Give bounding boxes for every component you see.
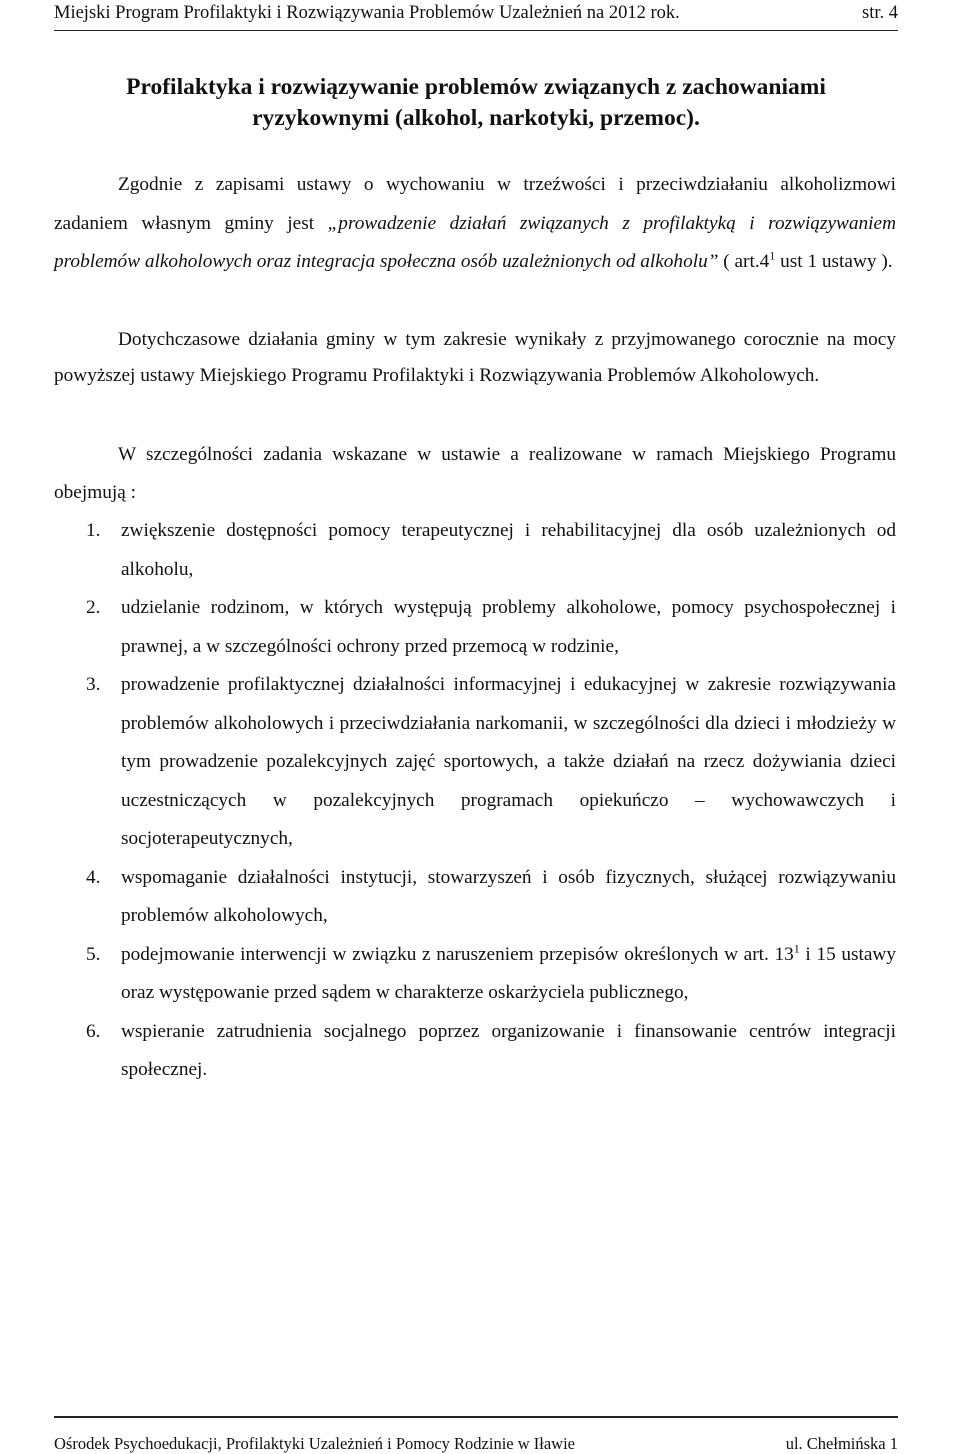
list-item: [54, 859, 896, 936]
list-item-number: 3.: [86, 674, 101, 695]
footer-address: ul. Chełmińska 1: [785, 1434, 898, 1453]
list-item-number: 4.: [86, 866, 101, 888]
footer-institution: Ośrodek Psychoedukacji, Profilaktyki Uzależnień i Pomocy Rodzinie w Iławie: [54, 1434, 575, 1453]
list-item-text: podejmowanie interwencji w związku z naruszeniem przepisów określonych w art. 13: [121, 943, 794, 965]
list-item: [54, 666, 896, 859]
paragraph-statute-lead: Zgodnie z zapisami ustawy o wychowaniu w trzeźwości i przeciwdziałaniu alkoholizmowi zadaniem własnym gminy jest: [54, 174, 896, 234]
list-item: [54, 589, 896, 666]
list-item-number: 6.: [86, 1020, 101, 1042]
list-item-text-continued: i 15 ustawy oraz występowanie przed sądem w charakterze oskarżyciela publicznego,: [121, 943, 896, 1003]
task-list: [54, 512, 896, 1090]
list-item-text: zwiększenie dostępności pomocy terapeutycznej i rehabilitacyjnej dla osób uzależnionych od alkoholu,: [121, 520, 896, 580]
statute-reference-superscript: 1: [769, 248, 776, 263]
list-item: [54, 936, 896, 1013]
list-item-number: 1.: [86, 520, 101, 541]
page-header: [54, 0, 898, 31]
list-item-text: prowadzenie profilaktycznej działalności informacyjnej i edukacyjnej w zakresie rozwiązywania problemów alkoholowych i przeciwdziałania narkomanii, w szczególności dla dzieci i młodzieży w tym prowadzenie pozalekcyjnych zajęć sportowych, a także działań na rzecz dożywiania dzieci uczestniczących w pozalekcyjnych programach opiekuńczo – wychowawczych i socjoterapeutycznych,: [121, 674, 896, 849]
list-item-number: 5.: [86, 943, 101, 965]
paragraph-statute: [54, 166, 896, 282]
list-item: [54, 1013, 896, 1090]
statute-reference-end: ust 1 ustawy ).: [775, 251, 893, 273]
paragraph-previous-actions: Dotychczasowe działania gminy w tym zakresie wynikały z przyjmowanego corocznie na mocy powyższej ustawy Miejskiego Programu Profilaktyki i Rozwiązywania Problemów Alkoholowych.: [54, 329, 896, 386]
list-item-superscript: 1: [793, 941, 800, 956]
list-item-text: wspieranie zatrudnienia socjalnego poprzez organizowanie i finansowanie centrów integracji społecznej.: [121, 1020, 896, 1080]
section-title: [54, 72, 898, 134]
list-item-text: wspomaganie działalności instytucji, stowarzyszeń i osób fizycznych, służącej rozwiązywaniu problemów alkoholowych,: [121, 866, 896, 926]
page-number: str. 4: [862, 3, 898, 23]
list-item-number: 2.: [86, 597, 101, 618]
page-footer: [54, 1416, 898, 1453]
paragraph-program-tasks: W szczególności zadania wskazane w ustawie a realizowane w ramach Miejskiego Programu obejmują :: [54, 444, 896, 503]
section-title-line-1: Profilaktyka i rozwiązywanie problemów związanych z zachowaniami: [126, 74, 826, 100]
statute-reference: ( art.4: [718, 251, 770, 273]
section-title-line-2: ryzykownymi (alkohol, narkotyki, przemoc).: [252, 105, 700, 131]
statute-quote: „prowadzenie działań związanych z profilaktyką i rozwiązywaniem problemów alkoholowych oraz integracja społeczna osób uzależnionych od alkoholu”: [54, 212, 896, 273]
list-item-text: udzielanie rodzinom, w których występują problemy alkoholowe, pomocy psychospołecznej i prawnej, a w szczególności ochrony przed przemocą w rodzinie,: [121, 597, 896, 657]
header-program-title: Miejski Program Profilaktyki i Rozwiązywania Problemów Uzależnień na 2012 rok.: [54, 3, 680, 23]
list-item: [54, 512, 896, 589]
